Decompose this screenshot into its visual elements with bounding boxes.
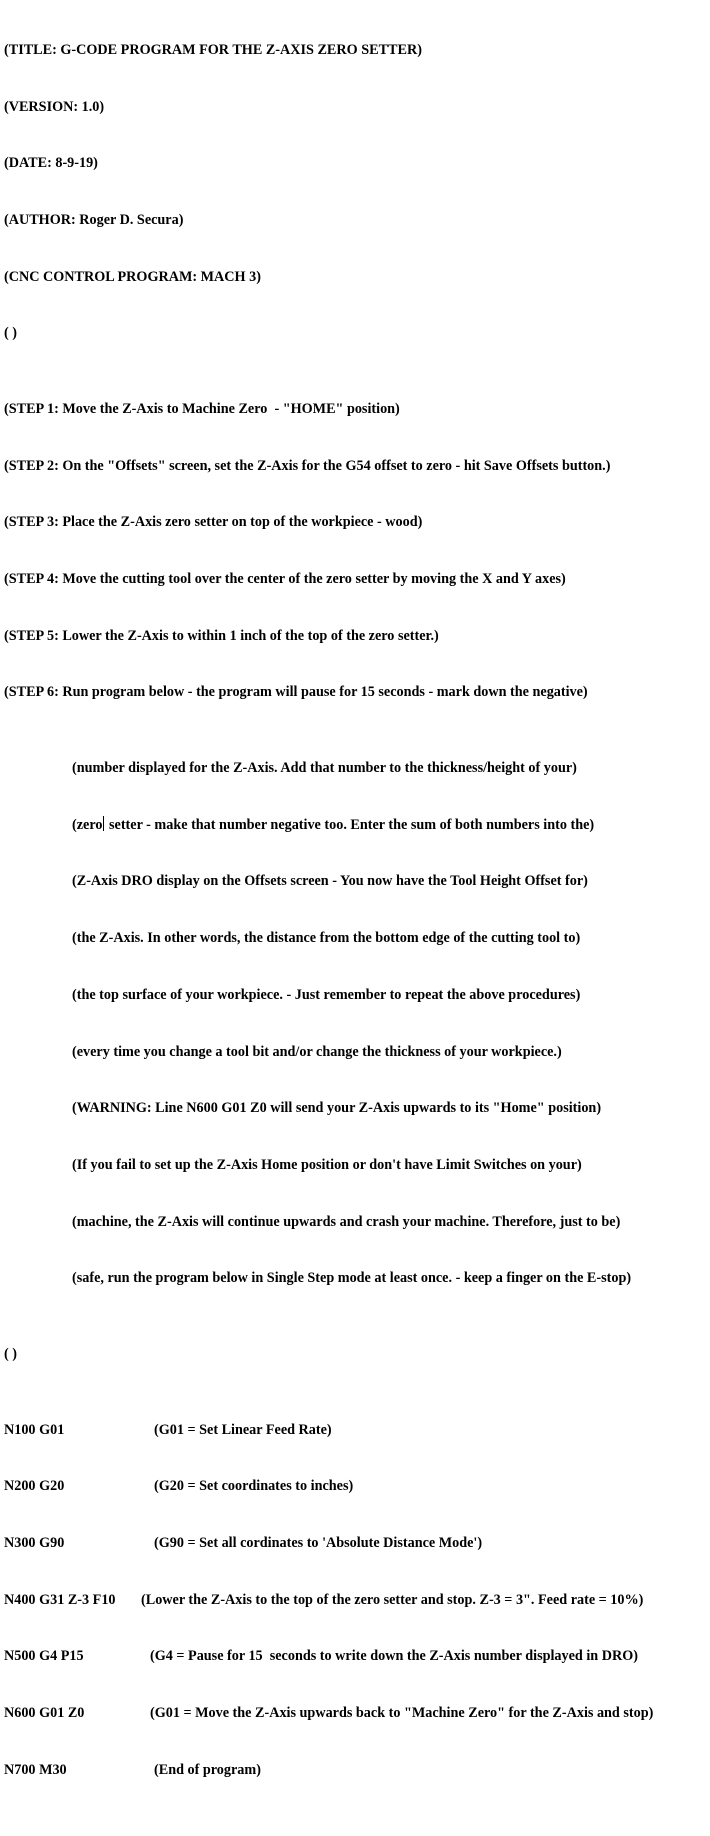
date-line: (DATE: 8-9-19) [4,155,98,172]
step-6-line: (STEP 6: Run program below - the program will pause for 15 seconds - mark down the negative) [4,684,588,701]
text-after-cursor: setter - make that number negative too. Enter the sum of both numbers into the) [105,816,595,833]
control-program-line: (CNC CONTROL PROGRAM: MACH 3) [4,268,261,285]
gcode-comment: (Lower the Z-Axis to the top of the zero setter and stop. Z-3 = 3". Feed rate = 10%) [141,1591,644,1608]
gcode-comment: (G90 = Set all cordinates to 'Absolute Distance Mode') [154,1535,483,1552]
step-6-continuation-line: (Z-Axis DRO display on the Offsets screen - You now have the Tool Height Offset for) [72,873,588,890]
gcode-command: N700 M30 [4,1761,67,1778]
program-line-n500 [4,1647,708,1666]
step-6-continuation-line: (machine, the Z-Axis will continue upwards and crash your machine. Therefore, just to be) [72,1213,621,1230]
step-6-continuation-line: (number displayed for the Z-Axis. Add that number to the thickness/height of your) [72,760,577,777]
gcode-document [4,3,708,1799]
warning-line: (WARNING: Line N600 G01 Z0 will send your Z-Axis upwards to its "Home" position) [72,1100,602,1117]
step-6-continuation-line: (safe, run the program below in Single Step mode at least once. - keep a finger on the E-stop) [72,1270,632,1287]
step-3-line: (STEP 3: Place the Z-Axis zero setter on top of the workpiece - wood) [4,514,423,531]
program-line-n100 [4,1421,708,1440]
step-6-continuation-line-with-cursor[interactable] [4,816,708,835]
text-before-cursor: (zero [72,816,103,833]
author-line: (AUTHOR: Roger D. Secura) [4,211,184,228]
gcode-command: N400 G31 Z-3 F10 [4,1591,116,1608]
title-line: (TITLE: G-CODE PROGRAM FOR THE Z-AXIS ZERO SETTER) [4,41,422,58]
program-line-n700 [4,1761,708,1780]
version-line: (VERSION: 1.0) [4,98,105,115]
step-6-continuation-line: (every time you change a tool bit and/or change the thickness of your workpiece.) [72,1043,562,1060]
separator-line: ( ) [4,1346,17,1362]
gcode-comment: (End of program) [154,1761,261,1778]
gcode-comment: (G20 = Set coordinates to inches) [154,1478,354,1495]
gcode-comment: (G01 = Move the Z-Axis upwards back to "Machine Zero" for the Z-Axis and stop) [150,1705,654,1722]
step-5-line: (STEP 5: Lower the Z-Axis to within 1 inch of the top of the zero setter.) [4,627,439,644]
gcode-comment: (G4 = Pause for 15 seconds to write down the Z-Axis number displayed in DRO) [150,1648,638,1665]
step-6-continuation-line: (If you fail to set up the Z-Axis Home position or don't have Limit Switches on your) [72,1156,582,1173]
step-6-continuation-line: (the Z-Axis. In other words, the distance from the bottom edge of the cutting tool to) [72,930,581,947]
gcode-command: N300 G90 [4,1535,65,1552]
gcode-command: N600 G01 Z0 [4,1705,85,1722]
gcode-command: N100 G01 [4,1421,65,1438]
gcode-comment: (G01 = Set Linear Feed Rate) [154,1421,332,1438]
step-1-line: (STEP 1: Move the Z-Axis to Machine Zero - "HOME" position) [4,400,400,417]
gcode-command: N500 G4 P15 [4,1648,84,1665]
program-line-n400 [4,1591,708,1610]
step-2-line: (STEP 2: On the "Offsets" screen, set the Z-Axis for the G54 offset to zero - hit Save Offsets button.) [4,457,611,474]
program-line-n200 [4,1477,708,1496]
step-6-continuation-line: (the top surface of your workpiece. - Just remember to repeat the above procedures) [72,986,581,1003]
program-line-n600 [4,1704,708,1723]
step-4-line: (STEP 4: Move the cutting tool over the center of the zero setter by moving the X and Y axes) [4,571,566,588]
program-line-n300 [4,1534,708,1553]
gcode-command: N200 G20 [4,1478,65,1495]
blank-comment-line: ( ) [4,325,17,342]
